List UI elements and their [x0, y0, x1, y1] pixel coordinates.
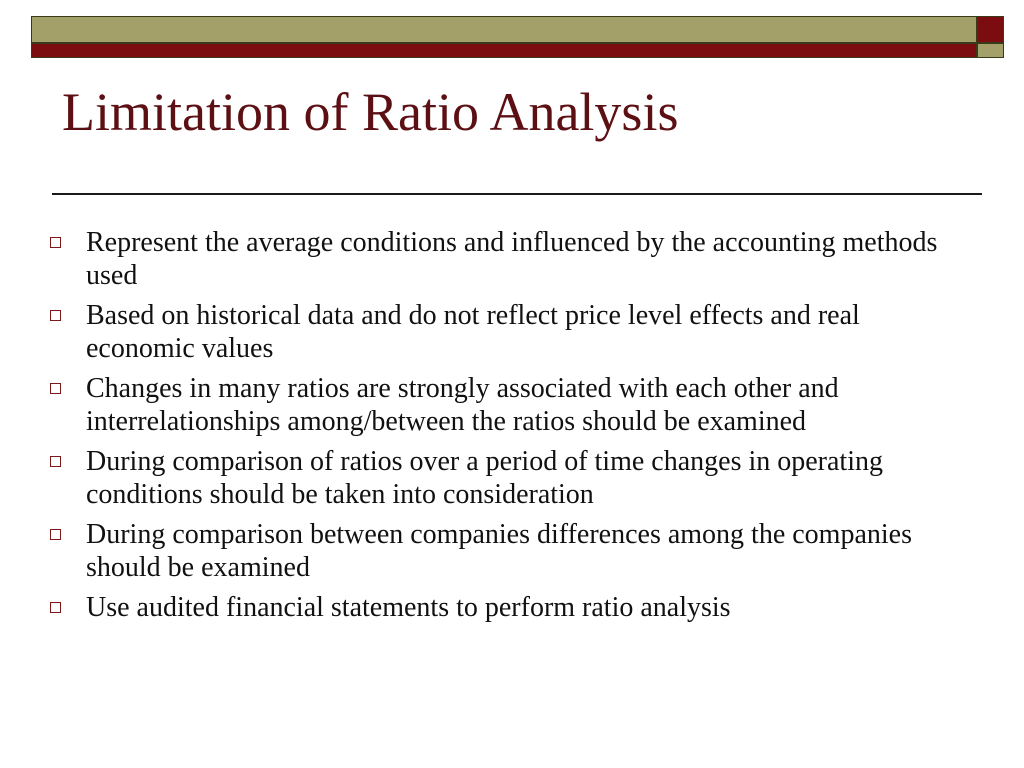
bullet-item	[86, 591, 966, 624]
square-bullet-icon	[50, 237, 61, 248]
title-divider	[52, 193, 982, 195]
bullet-text: During comparison of ratios over a period of time changes in operating conditions should be taken into consideration	[86, 446, 883, 510]
bullet-text: Use audited financial statements to perform ratio analysis	[86, 592, 731, 623]
bullet-item	[86, 518, 966, 584]
bullet-text: Represent the average conditions and influenced by the accounting methods used	[86, 227, 938, 291]
bullet-list	[86, 226, 966, 631]
square-bullet-icon	[50, 383, 61, 394]
square-bullet-icon	[50, 529, 61, 540]
square-bullet-icon	[50, 602, 61, 613]
bullet-item	[86, 372, 966, 438]
bullet-text: During comparison between companies differences among the companies should be examined	[86, 519, 912, 583]
bullet-text: Changes in many ratios are strongly associated with each other and interrelationships among/between the ratios should be examined	[86, 373, 839, 437]
header-band-maroon	[31, 43, 977, 58]
bullet-item	[86, 299, 966, 365]
square-bullet-icon	[50, 310, 61, 321]
bullet-text: Based on historical data and do not reflect price level effects and real economic values	[86, 300, 860, 364]
header-band-olive	[31, 16, 977, 43]
corner-square-maroon	[977, 16, 1004, 43]
corner-square-olive	[977, 43, 1004, 58]
bullet-item	[86, 445, 966, 511]
bullet-item	[86, 226, 966, 292]
square-bullet-icon	[50, 456, 61, 467]
slide-title: Limitation of Ratio Analysis	[62, 82, 679, 142]
